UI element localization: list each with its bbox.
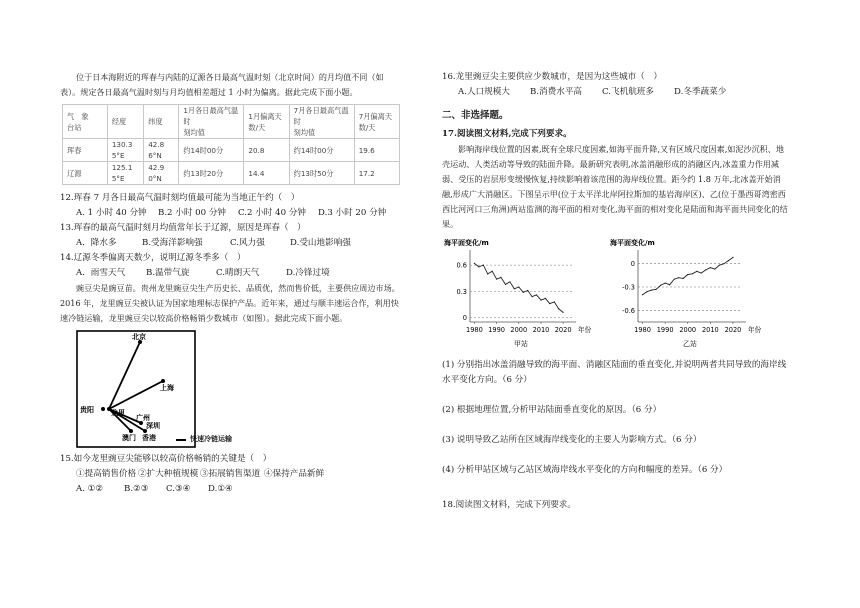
legend-line-swatch <box>176 439 186 441</box>
option-d[interactable]: D.受山地影响强 <box>290 238 351 248</box>
sub-question-3: (3) 说明导致乙站所在区域海岸线变化的主要人为影响方式。（6 分） <box>442 435 702 445</box>
option-a[interactable]: A.人口规模大 <box>458 87 510 97</box>
table-header-cell: 7月偏离天 数/天 <box>354 105 399 139</box>
y-tick-label: 0.6 <box>456 261 467 270</box>
y-tick-label: 0.3 <box>456 287 467 296</box>
data-point <box>669 284 670 285</box>
option-b[interactable]: B.温带气旋 <box>146 268 190 278</box>
city-dot <box>101 407 105 411</box>
x-tick-label: 2000 <box>679 326 697 334</box>
question-13 <box>60 221 400 251</box>
option-a[interactable]: A. 1 小时 40 分钟 <box>76 208 147 218</box>
statement-4: ④保持产品新鲜 <box>264 469 325 479</box>
data-point <box>656 289 657 290</box>
city-labels <box>80 332 175 442</box>
option-d[interactable]: D.①④ <box>208 484 233 494</box>
map-svg <box>76 330 196 448</box>
sub-question-4: (4) 分析甲站区域与乙站区域海岸线水平变化的方向和幅度的差异。（6 分） <box>442 465 728 475</box>
option-c[interactable]: C.飞机航班多 <box>602 87 654 97</box>
option-list <box>60 266 400 281</box>
table-cell: 约14时00分 <box>179 139 244 162</box>
y-tick-label: -0.6 <box>622 306 635 315</box>
question-stem: 13.珲春的最高气温时刻月均值常年长于辽源，原因是珲春（ ） <box>60 223 306 233</box>
data-point <box>509 281 510 282</box>
y-tick-label: 0 <box>462 314 467 323</box>
sub-question-2: (2) 根据地理位置,分析甲站陆面垂直变化的原因。（6 分） <box>442 405 662 415</box>
sea-level-charts <box>442 236 790 354</box>
option-a[interactable]: A. ①② <box>76 484 104 494</box>
option-c[interactable]: C.风力强 <box>230 238 265 248</box>
x-tick-label: 2020 <box>554 326 572 334</box>
data-point <box>728 260 729 261</box>
data-point <box>683 278 684 279</box>
data-point <box>719 265 720 266</box>
option-d[interactable]: D.冬季蔬菜少 <box>674 87 727 97</box>
table-row <box>63 139 400 162</box>
table-header-cell: 1月偏离天 数/天 <box>244 105 289 139</box>
table-header-cell: 经度 <box>107 105 143 139</box>
option-list <box>442 85 790 100</box>
city-dot <box>129 429 133 433</box>
chart-ylabel: 海平面变化/m <box>444 239 489 247</box>
city-label-beijing: 北京 <box>132 333 146 341</box>
data-point <box>558 308 559 309</box>
option-c[interactable]: C.③④ <box>166 484 191 494</box>
data-point <box>642 294 643 295</box>
data-point <box>523 292 524 293</box>
data-point <box>545 298 546 299</box>
data-point <box>549 303 550 304</box>
chart-station-yi <box>608 236 768 354</box>
table-cell: 14.4 <box>244 162 289 185</box>
option-a[interactable]: A．降水多 <box>76 238 117 248</box>
option-b[interactable]: B.消费水平高 <box>530 87 583 97</box>
option-c[interactable]: C.晴朗天气 <box>216 268 260 278</box>
table-cell: 20.8 <box>244 139 289 162</box>
option-list <box>60 206 400 221</box>
climate-table <box>62 104 400 185</box>
data-point <box>678 277 679 278</box>
option-d[interactable]: D.冷锋过境 <box>286 268 330 278</box>
x-tick-label: 1990 <box>656 326 674 334</box>
question-17 <box>442 127 790 478</box>
data-point <box>714 269 715 270</box>
table-header-cell: 7月各日最高气温时 刻均值 <box>289 105 354 139</box>
data-point <box>723 263 724 264</box>
x-axis-label: 年份 <box>748 326 762 334</box>
question-18-stem: 18.阅读图文材料，完成下列要求。 <box>442 500 576 510</box>
data-point <box>701 272 702 273</box>
series-line <box>474 263 563 312</box>
option-list <box>60 482 400 497</box>
city-label-shanghai: 上海 <box>160 384 174 392</box>
question-stem: 14.辽源冬季偏离天数少，说明辽源冬季多（ ） <box>60 253 246 263</box>
x-tick-label: 1980 <box>466 326 483 334</box>
option-d[interactable]: D.3 小时 20 分钟 <box>318 208 387 218</box>
x-axis-label: 年份 <box>578 326 592 334</box>
data-point <box>705 269 706 270</box>
right-column <box>442 70 790 513</box>
statement-2: ②扩大种植规模 <box>138 469 199 479</box>
data-point <box>500 277 501 278</box>
data-point <box>527 290 528 291</box>
data-point <box>665 283 666 284</box>
chart-title: 甲站 <box>514 340 528 348</box>
question-stem: 15.如今龙里豌豆尖能够以较高价格畅销的关键是（ ） <box>60 454 272 464</box>
table-header-cell: 气 象 台站 <box>63 105 108 139</box>
question-stem: 16.龙里豌豆尖主要供应少数城市，是因为这些城市（ ） <box>442 72 662 82</box>
city-dot <box>161 379 165 383</box>
city-label-guangzhou: 广州 <box>136 414 150 422</box>
question-12 <box>60 191 400 221</box>
data-point <box>692 273 693 274</box>
table-cell: 19.6 <box>354 139 399 162</box>
statement-3: ③拓展销售渠道 <box>200 469 261 479</box>
route-to-shanghai <box>109 381 163 409</box>
table-cell: 约13时50分 <box>289 162 354 185</box>
data-point <box>518 286 519 287</box>
city-label-hongkong: 香港 <box>142 434 156 442</box>
table-cell: 约13时20分 <box>179 162 244 185</box>
map-legend <box>176 432 286 447</box>
table-cell: 辽源 <box>63 162 108 185</box>
data-point <box>536 294 537 295</box>
city-label-guiyang: 贵阳 <box>80 406 94 414</box>
option-list <box>60 236 400 251</box>
question-stem: 17.阅读图文材料,完成下列要求。 <box>442 129 572 139</box>
statement-1: ①提高销售价格 <box>76 469 137 479</box>
x-tick-label: 2020 <box>724 326 742 334</box>
legend-label: 快速冷链运输 <box>190 435 232 443</box>
table-row <box>63 162 400 185</box>
question-15 <box>60 452 400 497</box>
statement-list <box>60 467 400 482</box>
data-point <box>474 263 475 264</box>
option-c[interactable]: C.2 小时 40 分钟 <box>238 208 306 218</box>
x-tick-label: 1990 <box>488 326 505 334</box>
option-b[interactable]: B.受海洋影响强 <box>142 238 203 248</box>
data-point <box>487 273 488 274</box>
data-point <box>651 290 652 291</box>
data-point <box>540 300 541 301</box>
data-point <box>710 267 711 268</box>
option-b[interactable]: B.2 小时 00 分钟 <box>158 208 227 218</box>
passage-pea: 豌豆尖是豌豆苗。贵州龙里豌豆尖生产历史长、品质优，然而售价低，主要供应周边市场。2016 年，龙里豌豆尖被认证为国家地理标志保护产品。近年来，通过与顺丰速运合作，利用快速冷链运输，龙里豌豆尖以较高价格畅销少数城市（如图）。据此完成下面小题。 <box>60 283 400 323</box>
question-14 <box>60 251 400 281</box>
y-tick-label: 0 <box>630 260 635 269</box>
data-point <box>492 271 493 272</box>
x-tick-label: 2010 <box>532 326 550 334</box>
option-b[interactable]: B.②③ <box>124 484 149 494</box>
passage-coastline: 影响海岸线位置的因素,既有全球尺度因素,如海平面升降,又有区域尺度因素,如泥沙沉积、地壳运动、人类活动等导致的陆面升降。最新研究表明,冰盖消融形成的消融区内,冰盖重力作用减弱、受压的岩层形变缓慢恢复,持续影响着该范围的海岸线位置。距今约 1.8 万年,北冰盖开始消融,形成广大消融区。下图呈示甲(位于太平洋北岸阿拉斯加的基岩海岸区)、乙(位于墨西哥湾密西西比河河口三角洲)两站监测的海平面的相对变化,海平面的相对变化是陆面和海平面共同变化的结果。 <box>442 144 788 229</box>
x-tick-label: 2010 <box>701 326 719 334</box>
data-point <box>732 257 733 258</box>
data-point <box>696 271 697 272</box>
data-point <box>483 265 484 266</box>
data-point <box>478 266 479 267</box>
y-tick-label: -0.3 <box>622 283 635 292</box>
table-cell: 珲春 <box>63 139 108 162</box>
data-point <box>496 279 497 280</box>
question-stem: 12.珲春 7 月各日最高气温时刻均值最可能为当地正午约（ ） <box>60 193 300 203</box>
map-frame <box>77 331 195 447</box>
chart-ylabel: 海平面变化/m <box>610 239 655 247</box>
table-cell: 130.3 5°E <box>107 139 143 162</box>
table-header-cell: 1月各日最高气温时 刻均值 <box>179 105 244 139</box>
chart-station-jia <box>442 236 592 354</box>
table-cell: 125.1 5°E <box>107 162 143 185</box>
table-cell: 42.8 6°N <box>144 139 179 162</box>
data-point <box>660 285 661 286</box>
data-point <box>554 301 555 302</box>
city-label-macau: 澳门 <box>122 434 136 442</box>
cold-chain-map <box>76 330 276 448</box>
passage-climate: 位于日本海附近的珲春与内陆的辽源各日最高气温时刻（北京时间）的月均值不同（如表）。规定各日最高气温时刻与月均值相差超过 1 小时为偏离。据此完成下面小题。 <box>60 72 384 97</box>
table-cell: 约14时00分 <box>289 139 354 162</box>
city-label-shenzhen: 深圳 <box>146 422 160 430</box>
data-point <box>674 279 675 280</box>
table-cell: 42.9 0°N <box>144 162 179 185</box>
table-header-cell: 纬度 <box>144 105 179 139</box>
question-16 <box>442 70 790 100</box>
data-point <box>505 284 506 285</box>
left-column <box>60 70 400 497</box>
data-point <box>687 274 688 275</box>
route-to-beijing <box>109 342 140 409</box>
x-tick-label: 2000 <box>510 326 528 334</box>
table-cell: 17.2 <box>354 162 399 185</box>
section-heading: 二、非选择题。 <box>442 110 509 121</box>
city-label-longli: 龙里 <box>111 409 125 417</box>
data-point <box>514 288 515 289</box>
sub-question-1: (1) 分别指出冰盖消融导致的海平面、消融区陆面的垂直变化,并说明两者共同导致的海岸线水平变化方向。（6 分） <box>442 360 787 385</box>
chart-title: 乙站 <box>683 340 697 348</box>
table-header-row <box>63 105 400 139</box>
x-tick-label: 1980 <box>634 326 651 334</box>
option-a[interactable]: A．雨雪天气 <box>76 268 126 278</box>
data-point <box>646 291 647 292</box>
data-point <box>532 296 533 297</box>
data-point <box>563 312 564 313</box>
